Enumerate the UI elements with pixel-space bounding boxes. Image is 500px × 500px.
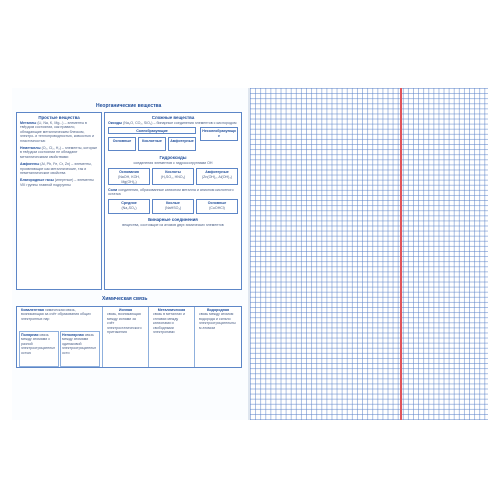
bases-label: Основания <box>119 169 139 174</box>
hydroxides-classification <box>108 168 238 186</box>
hydroxides-text: соединения элементов с гидроксогруппами OH <box>133 161 213 166</box>
non-salt-forming-label: Несолеобразующие <box>202 129 236 138</box>
covalent-cell <box>17 307 103 367</box>
oxides-entry <box>108 121 238 125</box>
salt-forming-box <box>108 127 196 134</box>
section-title-bond: Химическая связь <box>102 296 148 302</box>
salts-entry <box>108 188 238 197</box>
nonmetals-text: (O₂, Cl₂, H₂) – элементы, которые в твёрдом состоянии не обладают металлическими свойствами <box>20 146 98 159</box>
acids-box <box>152 168 194 185</box>
nonpolar-box <box>60 331 100 367</box>
amphigens-label: Амфигены <box>20 162 40 167</box>
bases-box <box>108 168 150 185</box>
medium-salts-label: Средние <box>121 200 137 205</box>
basic-salts-label: Основные <box>207 200 227 205</box>
acidic-oxides-box <box>138 137 166 151</box>
nonmetals-entry <box>20 146 98 159</box>
binary-compounds-title: Бинарные соединения <box>148 216 198 222</box>
basic-oxides-label: Основные <box>112 139 132 144</box>
complex-substances-title: Сложные вещества <box>151 115 195 120</box>
complex-substances-box <box>104 112 242 290</box>
ionic-text: связь, возникающая между ионами за счёт электростатического притяжения <box>107 312 142 335</box>
polar-entry <box>21 333 57 355</box>
hydrogen-text: связь между атомом водорода и сильно электроотрицательным атомом <box>199 312 236 330</box>
acid-salts-box <box>152 199 194 214</box>
basic-salts-example: (CuOHCl) <box>209 206 225 211</box>
non-salt-forming-box <box>200 127 238 141</box>
basic-salts-box <box>196 199 238 214</box>
ionic-label: Ионная <box>118 308 133 312</box>
noble-gases-text: (инертные) – элементы VIII группы главной подгруппы <box>20 178 94 187</box>
amphoteric-hydroxides-examples: (Zn(OH)₂, Al(OH)₃) <box>201 175 232 180</box>
oxides-text: (Na₂O, CO₂, SiO₂) – бинарные соединения элементов с кислородом <box>123 121 237 125</box>
amphoteric-oxides-label: Амфотерные <box>170 139 194 144</box>
oxides-label: Оксиды <box>108 121 123 125</box>
margin-line <box>400 88 402 420</box>
hydrogen-label: Водородная <box>206 308 230 312</box>
basic-oxides-box <box>108 137 136 151</box>
ionic-cell <box>103 307 149 367</box>
acidic-oxides-label: Кислотные <box>142 139 162 144</box>
nonpolar-text: связь между атомами одинаковой электроотрицательности <box>62 333 97 355</box>
amphoteric-oxides-box <box>168 137 196 151</box>
amphigens-entry <box>20 162 98 175</box>
nonpolar-entry <box>62 333 98 355</box>
salt-forming-label: Солеобразующие <box>136 129 168 134</box>
medium-salts-box <box>108 199 150 214</box>
bases-examples: (NaOH, KOH, Mg(OH)₂) <box>118 175 140 184</box>
amphoteric-hydroxides-box <box>196 168 238 185</box>
simple-substances-title: Простые вещества <box>38 115 80 120</box>
covalent-label: Ковалентная <box>21 308 44 312</box>
polar-box <box>19 331 59 367</box>
metals-label: Металлы <box>20 121 37 125</box>
amphoteric-hydroxides-label: Амфотерные <box>205 169 229 174</box>
polar-label: Полярная <box>21 333 39 337</box>
oxides-classification <box>108 127 238 153</box>
noble-gases-entry <box>20 178 98 187</box>
acid-salts-label: Кислые <box>166 200 180 205</box>
amphigens-text: (Al, Pb, Fe, Cr, Zn) – элементы, проявляющие как металлические, так и неметаллические свойства <box>20 162 92 176</box>
noble-gases-label: Благородные газы <box>20 178 54 183</box>
salts-classification <box>108 199 238 215</box>
metals-text: (Li, Na, K, Mg...) – элементы в твёрдом состоянии, как правило, обладающие металлическим блеском, электро- и теплопроводностью, ковкостью и пластичностью <box>20 121 94 143</box>
hydroxides-title: Гидроксиды <box>159 155 187 161</box>
nonmetals-label: Неметаллы <box>20 146 41 151</box>
nonpolar-label: Неполярная <box>62 333 84 337</box>
simple-substances-box <box>16 112 102 290</box>
acids-examples: (H₂SO₄, HNO₃) <box>160 175 186 180</box>
metallic-label: Металлическая <box>157 308 186 312</box>
salts-text: соединения, образованные катионом металла и анионом кислотного остатка <box>108 187 234 197</box>
covalent-text: химическая связь, возникающая за счёт образования общих электронных пар <box>21 308 91 321</box>
covalent-entry <box>21 308 98 321</box>
salts-label: Соли <box>108 187 118 192</box>
metals-entry <box>20 121 98 143</box>
polar-text: связь между атомами с разной электроотрицательностью <box>21 333 56 355</box>
medium-salts-example: (Na₂SO₄) <box>121 206 137 211</box>
acids-label: Кислоты <box>165 169 181 174</box>
right-page-grid <box>250 88 488 420</box>
metallic-cell <box>149 307 195 367</box>
acid-salts-example: (NaHSO₄) <box>164 206 182 211</box>
binary-compounds-text: вещества, состоящие из атомов двух химических элементов <box>122 222 224 227</box>
chemical-bond-box <box>16 306 242 368</box>
metallic-text: связь в металлах и сплавах между катионами и свободными электронами <box>153 312 185 335</box>
hydrogen-cell <box>195 307 241 367</box>
section-title-inorganic: Неорганические вещества <box>96 103 162 109</box>
